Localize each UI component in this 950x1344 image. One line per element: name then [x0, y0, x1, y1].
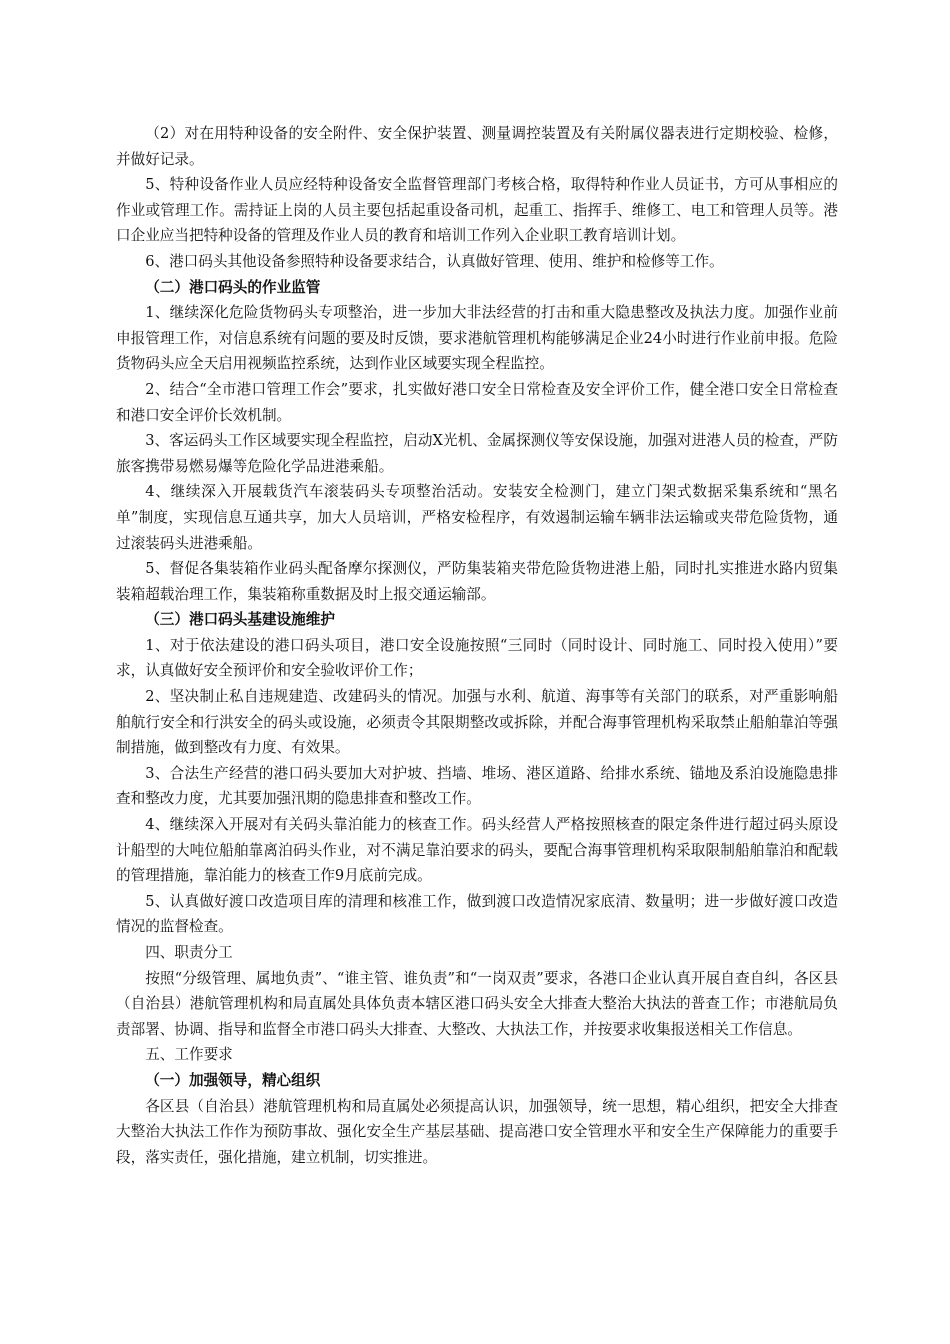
section-heading-leadership: （一）加强领导，精心组织 — [145, 1071, 321, 1089]
paragraph-other-equipment: 6、港口码头其他设备参照特种设备要求结合，认真做好管理、使用、维护和检修等工作。 — [145, 252, 724, 270]
paragraph-passenger-terminal: 3、客运码头工作区域要实现全程监控，启动X光机、金属探测仪等安保设施，加强对进港人员的检查，严防旅客携带易燃易爆等危险化学品进港乘船。 — [116, 432, 838, 475]
paragraph-special-equipment-calibration: （2）对在用特种设备的安全附件、安全保护装置、测量调控装置及有关附属仪器表进行定期校验、检修，并做好记录。 — [116, 125, 838, 168]
document-body — [116, 121, 838, 1170]
paragraph-responsibilities: 按照“分级管理、属地负责”、“谁主管、谁负责”和“一岗双责”要求，各港口企业认真开展自查自纠，各区县（自治县）港航管理机构和局直属处具体负责本辖区港口码头安全大排查大整治大执法的普查工作；市港航局负责部署、协调、指导和监督全市港口码头大排查、大整改、大执法工作，并按要求收集报送相关工作信息。 — [116, 969, 838, 1038]
paragraph-operator-certification: 5、特种设备作业人员应经特种设备安全监督管理部门考核合格，取得特种作业人员证书，方可从事相应的作业或管理工作。需持证上岗的人员主要包括起重设备司机，起重工、指挥手、维修工、电工和管理人员等。港口企业应当把特种设备的管理及作业人员的教育和培训工作列入企业职工教育培训计划。 — [116, 176, 838, 245]
section-heading-infrastructure: （三）港口码头基建设施维护 — [145, 611, 335, 629]
paragraph-berthing-capacity: 4、继续深入开展对有关码头靠泊能力的核查工作。码头经营人严格按照核查的限定条件进行超过码头原设计船型的大吨位船舶靠离泊码头作业，对不满足靠泊要求的码头，要配合海事管理机构采取限制船舶靠泊和配载的管理措施，靠泊能力的核查工作9月底前完成。 — [116, 816, 838, 885]
paragraph-roro-terminal: 4、继续深入开展载货汽车滚装码头专项整治活动。安装安全检测门，建立门架式数据采集系统和“黑名单”制度，实现信息互通共享，加大人员培训，严格安检程序，有效遏制运输车辆非法运输或夹带危险货物，通过滚装码头进港乘船。 — [116, 483, 838, 552]
paragraph-leadership: 各区县（自治县）港航管理机构和局直属处必须提高认识，加强领导，统一思想，精心组织，把安全大排查大整治大执法工作作为预防事故、强化安全生产基层基础、提高港口安全管理水平和安全生产保障能力的重要手段，落实责任，强化措施，建立机制，切实推进。 — [116, 1097, 838, 1166]
paragraph-container-terminal: 5、督促各集装箱作业码头配备摩尔探测仪，严防集装箱夹带危险货物进港上船，同时扎实推进水路内贸集装箱超载治理工作，集装箱称重数据及时上报交通运输部。 — [116, 560, 838, 603]
section-title-responsibilities: 四、职责分工 — [145, 944, 233, 961]
paragraph-three-simultaneous: 1、对于依法建设的港口码头项目，港口安全设施按照“三同时（同时设计、同时施工、同时投入使用）”要求，认真做好安全预评价和安全验收评价工作； — [116, 636, 838, 680]
section-heading-operation-supervision: （二）港口码头的作业监管 — [145, 278, 321, 296]
paragraph-ferry-renovation: 5、认真做好渡口改造项目库的清理和核准工作，做到渡口改造情况家底清、数量明；进一步做好渡口改造情况的监督检查。 — [116, 892, 838, 936]
paragraph-hazard-rectification: 3、合法生产经营的港口码头要加大对护坡、挡墙、堆场、港区道路、给排水系统、锚地及系泊设施隐患排查和整改力度，尤其要加强汛期的隐患排查和整改工作。 — [116, 764, 838, 808]
section-title-requirements: 五、工作要求 — [145, 1046, 233, 1064]
paragraph-dangerous-goods: 1、继续深化危险货物码头专项整治，进一步加大非法经营的打击和重大隐患整改及执法力度。加强作业前申报管理工作，对信息系统有问题的要及时反馈，要求港航管理机构能够满足企业24小时进行作业前申报。危险货物码头应全天启用视频监控系统，达到作业区域要实现全程监控。 — [116, 304, 838, 373]
paragraph-safety-inspection: 2、结合“全市港口管理工作会”要求，扎实做好港口安全日常检查及安全评价工作，健全港口安全日常检查和港口安全评价长效机制。 — [116, 380, 838, 424]
paragraph-illegal-construction: 2、坚决制止私自违规建造、改建码头的情况。加强与水利、航道、海事等有关部门的联系，对严重影响船舶航行安全和行洪安全的码头或设施，必须责令其限期整改或拆除，并配合海事管理机构采取禁止船舶靠泊等强制措施，做到整改有力度、有效果。 — [116, 688, 838, 757]
